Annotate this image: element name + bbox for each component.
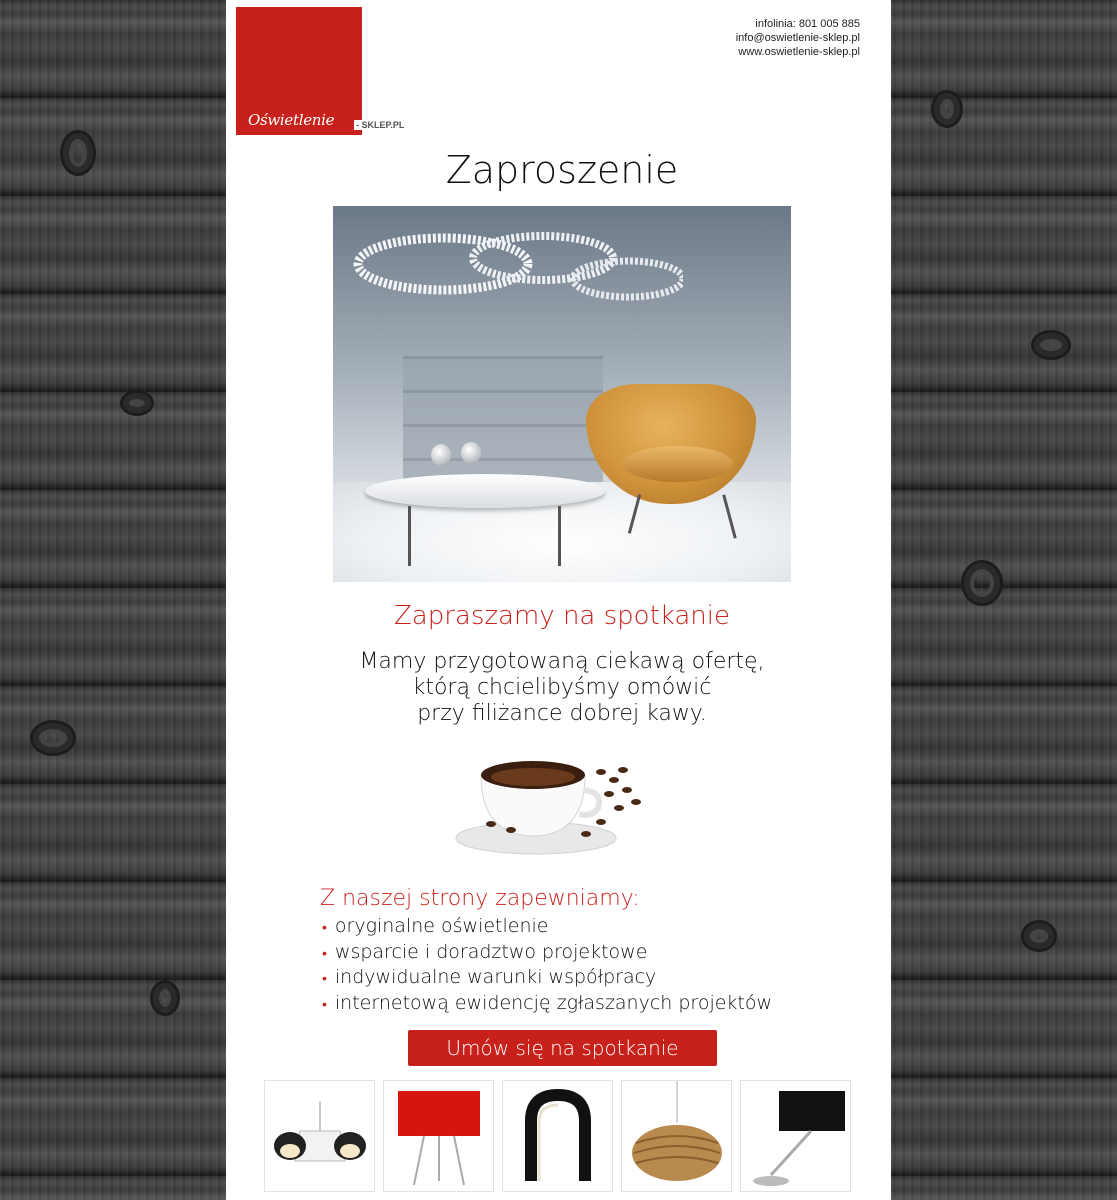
intro-line: którą chcielibyśmy omówić: [412, 675, 712, 700]
phone-text: infolinia: 801 005 885: [755, 18, 860, 30]
website-link[interactable]: www.oswietlenie-sklep.pl: [738, 46, 860, 58]
intro-line: przy filiżance dobrej kawy.: [417, 701, 707, 726]
email-link[interactable]: info@oswietlenie-sklep.pl: [735, 32, 860, 44]
product-thumbnail[interactable]: [383, 1080, 494, 1192]
floor-lamp-red-icon: [384, 1081, 493, 1191]
coffee-cup-icon: [451, 750, 651, 860]
benefits-title: Z naszej strony zapewniamy:: [320, 886, 640, 911]
pendant-lamp-icon: [265, 1081, 374, 1191]
hero-image: [333, 206, 791, 582]
list-item: • indywidualne warunki współpracy: [322, 966, 772, 992]
arch-desk-lamp-icon: [503, 1081, 612, 1191]
product-thumbnail[interactable]: [264, 1080, 375, 1192]
benefits-list: [322, 915, 772, 1017]
list-item: • oryginalne oświetlenie: [322, 915, 772, 941]
schedule-meeting-button[interactable]: Umów się na spotkanie: [408, 1030, 717, 1066]
wooden-pendant-icon: [622, 1081, 731, 1191]
logo-text: Oświetlenie: [248, 111, 335, 129]
brand-logo[interactable]: [236, 7, 362, 135]
product-thumbnails: [264, 1080, 854, 1192]
contact-info: [736, 17, 860, 59]
chandelier-icon: [353, 224, 683, 304]
logo-suffix: - SKLEP.PL: [356, 120, 405, 130]
intro-text: [226, 649, 898, 727]
newsletter-content: [226, 0, 891, 1200]
black-shade-lamp-icon: [741, 1081, 850, 1191]
list-item: • wsparcie i doradztwo projektowe: [322, 941, 772, 967]
product-thumbnail[interactable]: [740, 1080, 851, 1192]
intro-line: Mamy przygotowaną ciekawą ofertę,: [359, 649, 765, 674]
product-thumbnail[interactable]: [621, 1080, 732, 1192]
wood-background-right: [891, 0, 1117, 1200]
product-thumbnail[interactable]: [502, 1080, 613, 1192]
wood-background-left: [0, 0, 226, 1200]
list-item: • internetową ewidencję zgłaszanych projektów: [322, 992, 772, 1018]
section-subtitle: Zapraszamy na spotkanie: [393, 601, 731, 631]
page-title: Zaproszenie: [445, 148, 679, 192]
